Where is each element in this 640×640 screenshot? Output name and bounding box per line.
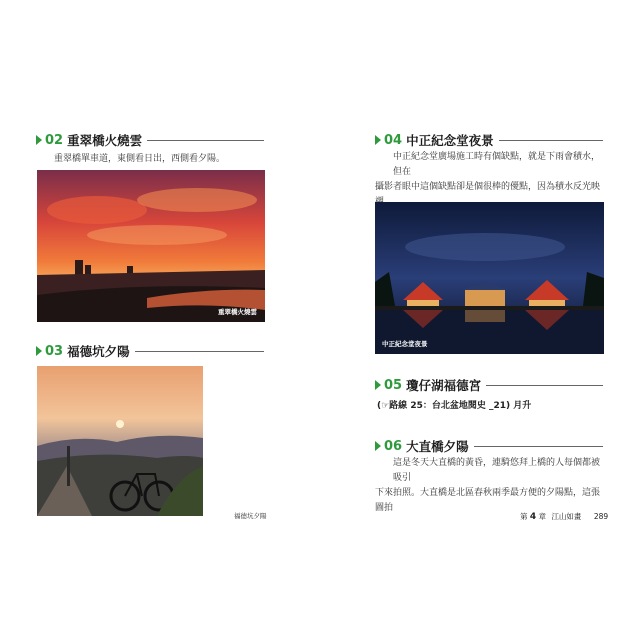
- heading-rule: [499, 140, 603, 141]
- triangle-arrow-icon: [375, 135, 381, 145]
- photo-caption: 重翠橋火燒雲: [218, 308, 257, 316]
- section-number: 02: [45, 132, 64, 148]
- section-06-heading: [375, 438, 603, 454]
- section-02-text: 重翠橋單車道，東側看日出，西側看夕陽。: [54, 154, 226, 164]
- section-number: 03: [45, 343, 64, 359]
- section-05-route: (☞路線 25：台北盆地閱史 _21) 月升: [377, 401, 532, 411]
- section-title: 福德坑夕陽: [67, 344, 130, 359]
- photo-chongcui-bridge-sunset: [37, 170, 265, 322]
- text-line: 下來拍照。大直橋是北區春秋兩季最方便的夕陽點，這張圖拍: [375, 488, 601, 513]
- section-number: 04: [384, 132, 403, 148]
- text-line: 中正紀念堂廣場施工時有個缺點，就是下雨會積水，但在: [393, 152, 601, 177]
- heading-rule: [147, 140, 264, 141]
- page-number: 289: [593, 512, 609, 521]
- photo-caption: 中正紀念堂夜景: [382, 340, 428, 348]
- section-title: 中正紀念堂夜景: [406, 133, 494, 148]
- section-title: 瓊仔湖福德宮: [406, 378, 482, 393]
- triangle-arrow-icon: [375, 441, 381, 451]
- heading-rule: [486, 385, 603, 386]
- page-footer: [520, 511, 608, 522]
- triangle-arrow-icon: [36, 346, 42, 356]
- chapter-number: 4: [529, 512, 537, 522]
- text-line: 這是冬天大直橋的黃昏，連騎悠拜上橋的人每個都被吸引: [393, 458, 601, 483]
- triangle-arrow-icon: [36, 135, 42, 145]
- section-06-text: [375, 456, 605, 516]
- section-03-heading: [36, 343, 264, 359]
- chapter-title: 江山如畫: [551, 512, 582, 521]
- heading-rule: [474, 446, 603, 447]
- photo-fudekeng-sunset: [37, 366, 203, 516]
- section-number: 06: [384, 438, 403, 454]
- text-line: 攝影者眼中這個缺點卻是個很棒的優點，因為積水反光映: [375, 182, 601, 192]
- photo-cks-memorial-night: [375, 202, 604, 354]
- section-title: 大直橋夕陽: [406, 439, 469, 454]
- triangle-arrow-icon: [375, 380, 381, 390]
- section-title: 重翠橋火燒雲: [67, 133, 143, 148]
- photo-caption: 福德坑夕陽: [234, 512, 267, 520]
- section-05-heading: [375, 377, 603, 393]
- chapter-prefix: 第: [520, 512, 528, 521]
- chapter-suffix: 章: [538, 512, 547, 521]
- section-02-heading: [36, 132, 264, 148]
- heading-rule: [135, 351, 264, 352]
- section-number: 05: [384, 377, 403, 393]
- section-04-heading: [375, 132, 603, 148]
